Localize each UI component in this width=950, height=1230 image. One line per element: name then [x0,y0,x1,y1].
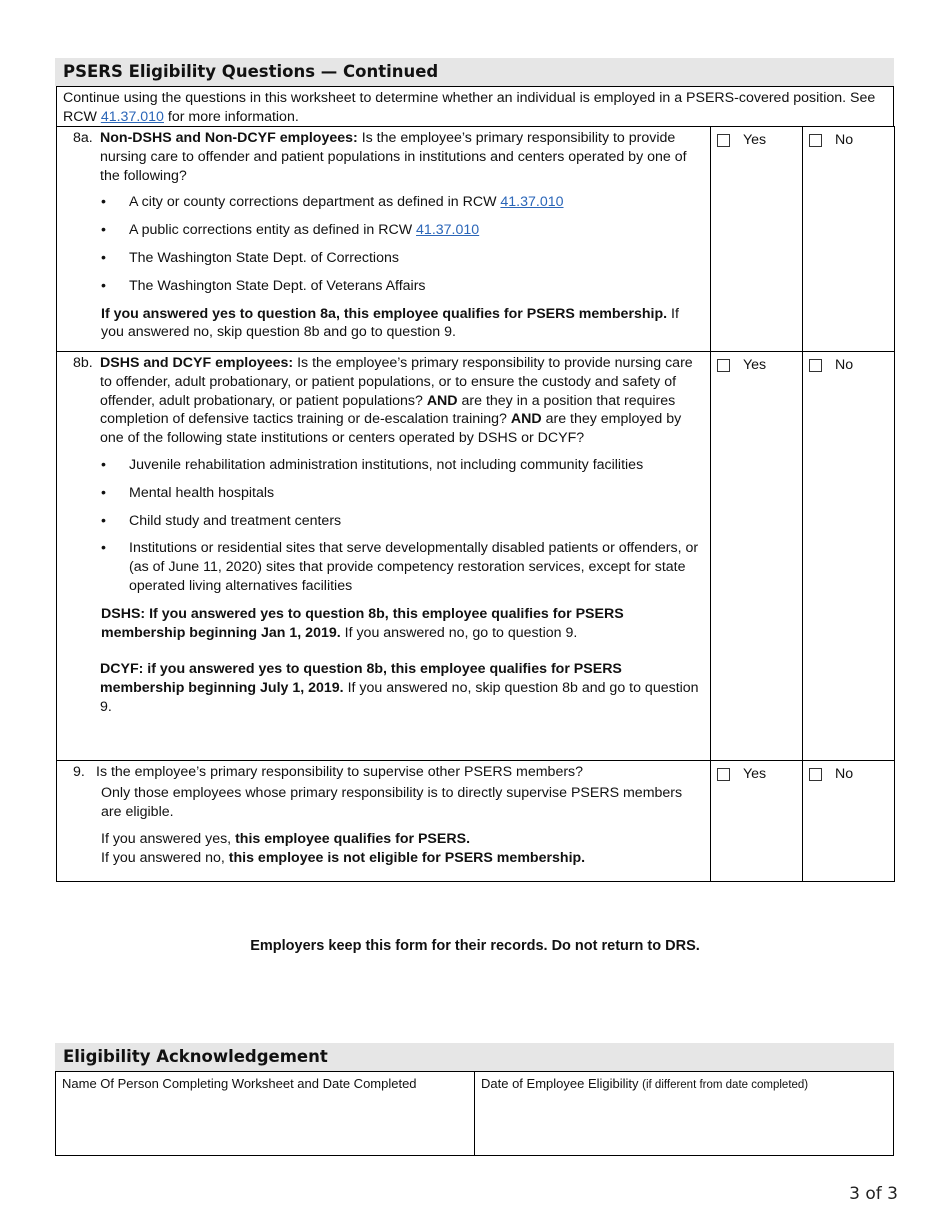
checkbox-icon[interactable] [809,768,822,781]
section-header-acknowledgement: Eligibility Acknowledgement [55,1043,894,1071]
no-option-9[interactable]: No [803,765,894,784]
list-item: • Institutions or residential sites that serve developmentally disabled patients or offenders, or (as of June 11, 2020) sites that provide competency restoration services, except for state operated living alternatives facilities [101,539,700,595]
yes-option-8a[interactable]: Yes [711,131,802,150]
questions-table [56,126,895,882]
yes-result: If you answered yes, this employee qualifies for PSERS. If you answered no, this employee is not eligible for PSERS membership. [101,831,586,867]
name-date-field[interactable] [56,1072,475,1155]
no-option-8b[interactable]: No [803,356,894,375]
intro-text-after: for more information. [163,108,299,125]
name-date-label: Name Of Person Completing Worksheet and Date Completed [62,1076,417,1091]
checkbox-icon[interactable] [809,134,822,147]
question-note: If you answered yes to question 8a, this employee qualifies for PSERS membership. If you answered no, skip question 8b and go to question 9. [101,305,679,341]
checkbox-icon[interactable] [717,359,730,372]
list-item: • Mental health hospitals [101,484,700,503]
question-row-8a [57,127,895,352]
eligibility-date-label: Date of Employee Eligibility [481,1076,639,1091]
checkbox-icon[interactable] [717,768,730,781]
no-option-8a[interactable]: No [803,131,894,150]
keep-notice: Employers keep this form for their records. Do not return to DRS. [250,938,700,954]
bullet-list [73,193,700,295]
page-number: 3 of 3 [849,1184,898,1204]
yes-option-9[interactable]: Yes [711,765,802,784]
rcw-link[interactable]: 41.37.010 [416,222,480,239]
question-number: 8b. [73,355,93,371]
eligibility-date-note: (if different from date completed) [642,1079,809,1091]
list-item: • Juvenile rehabilitation administration institutions, not including community facilities [101,456,700,475]
eligibility-date-field[interactable] [475,1072,893,1155]
list-item: • The Washington State Dept. of Corrections [101,249,700,268]
rcw-link[interactable]: 41.37.010 [100,108,164,125]
section-header-psers-questions: PSERS Eligibility Questions — Continued [55,58,894,86]
question-number: 9. [73,764,85,780]
question-lead: Non-DSHS and Non-DCYF employees: [100,130,358,146]
question-row-9 [57,761,895,882]
list-item: • Child study and treatment centers [101,512,700,531]
yes-option-8b[interactable]: Yes [711,356,802,375]
question-text: Is the employee’s primary responsibility to supervise other PSERS members? [96,764,584,780]
dcyf-note: DCYF: if you answered yes to question 8b, this employee qualifies for PSERS membership beginning July 1, 2019. If you answered no, skip question 8b and go to question 9. [100,661,699,715]
intro-text: Continue using the questions in this worksheet to determine whether an individual is employed in a PSERS-covered position. See RCW [63,90,876,125]
checkbox-icon[interactable] [809,359,822,372]
question-number: 8a. [73,130,93,146]
checkbox-icon[interactable] [717,134,730,147]
question-note: Only those employees whose primary responsibility is to directly supervise PSERS members are eligible. [101,784,683,820]
question-text: Is the employee’s primary responsibility to provide nursing care to offender and patient populations in institutions and centers operated by one of the following? [100,130,687,184]
dshs-note: DSHS: If you answered yes to question 8b, this employee qualifies for PSERS membership beginning Jan 1, 2019. If you answered no, go to question 9. [101,605,624,641]
list-item: • A city or county corrections department as defined in RCW 41.37.010 [101,193,700,212]
list-item: • A public corrections entity as defined in RCW 41.37.010 [101,221,700,240]
intro-box [56,86,894,127]
list-item: • The Washington State Dept. of Veterans Affairs [101,277,700,296]
bullet-list [73,456,700,596]
acknowledgement-box [55,1071,894,1156]
rcw-link[interactable]: 41.37.010 [500,194,564,211]
question-row-8b: 8b. DSHS and DCYF employees: Is the employee’s primary responsibility to provide nursing care to offender, adult probationary, or patient populations, or to ensure the custody and safety of offender, adult probationary, or patient populations? AND are they in a position that requires completion of defensive tactics training or de-escalation training? AND are they employed by one of the following state institutions or centers operated by DSHS or DCYF? • Juvenile rehabilitation administration institutions, not including community facilities • Mental health hospitals • Child study and treatment centers • Institutions or residential sites that serve developmentally disabled patients or offenders, or (as of June 11, 2020) sites that provide competency restoration services, except for state operated living alternatives facilities DSHS: If you answered yes to question 8b, this employee qualifies for PSERS membership beginning Jan 1, 2019. If you answered no, go to question 9. DCYF: if you answered yes to question 8b, this employee qualifies for PSERS membership beginning July 1, 2019. If you answered no, skip question 8b and go to question 9. Yes No [57,352,895,761]
